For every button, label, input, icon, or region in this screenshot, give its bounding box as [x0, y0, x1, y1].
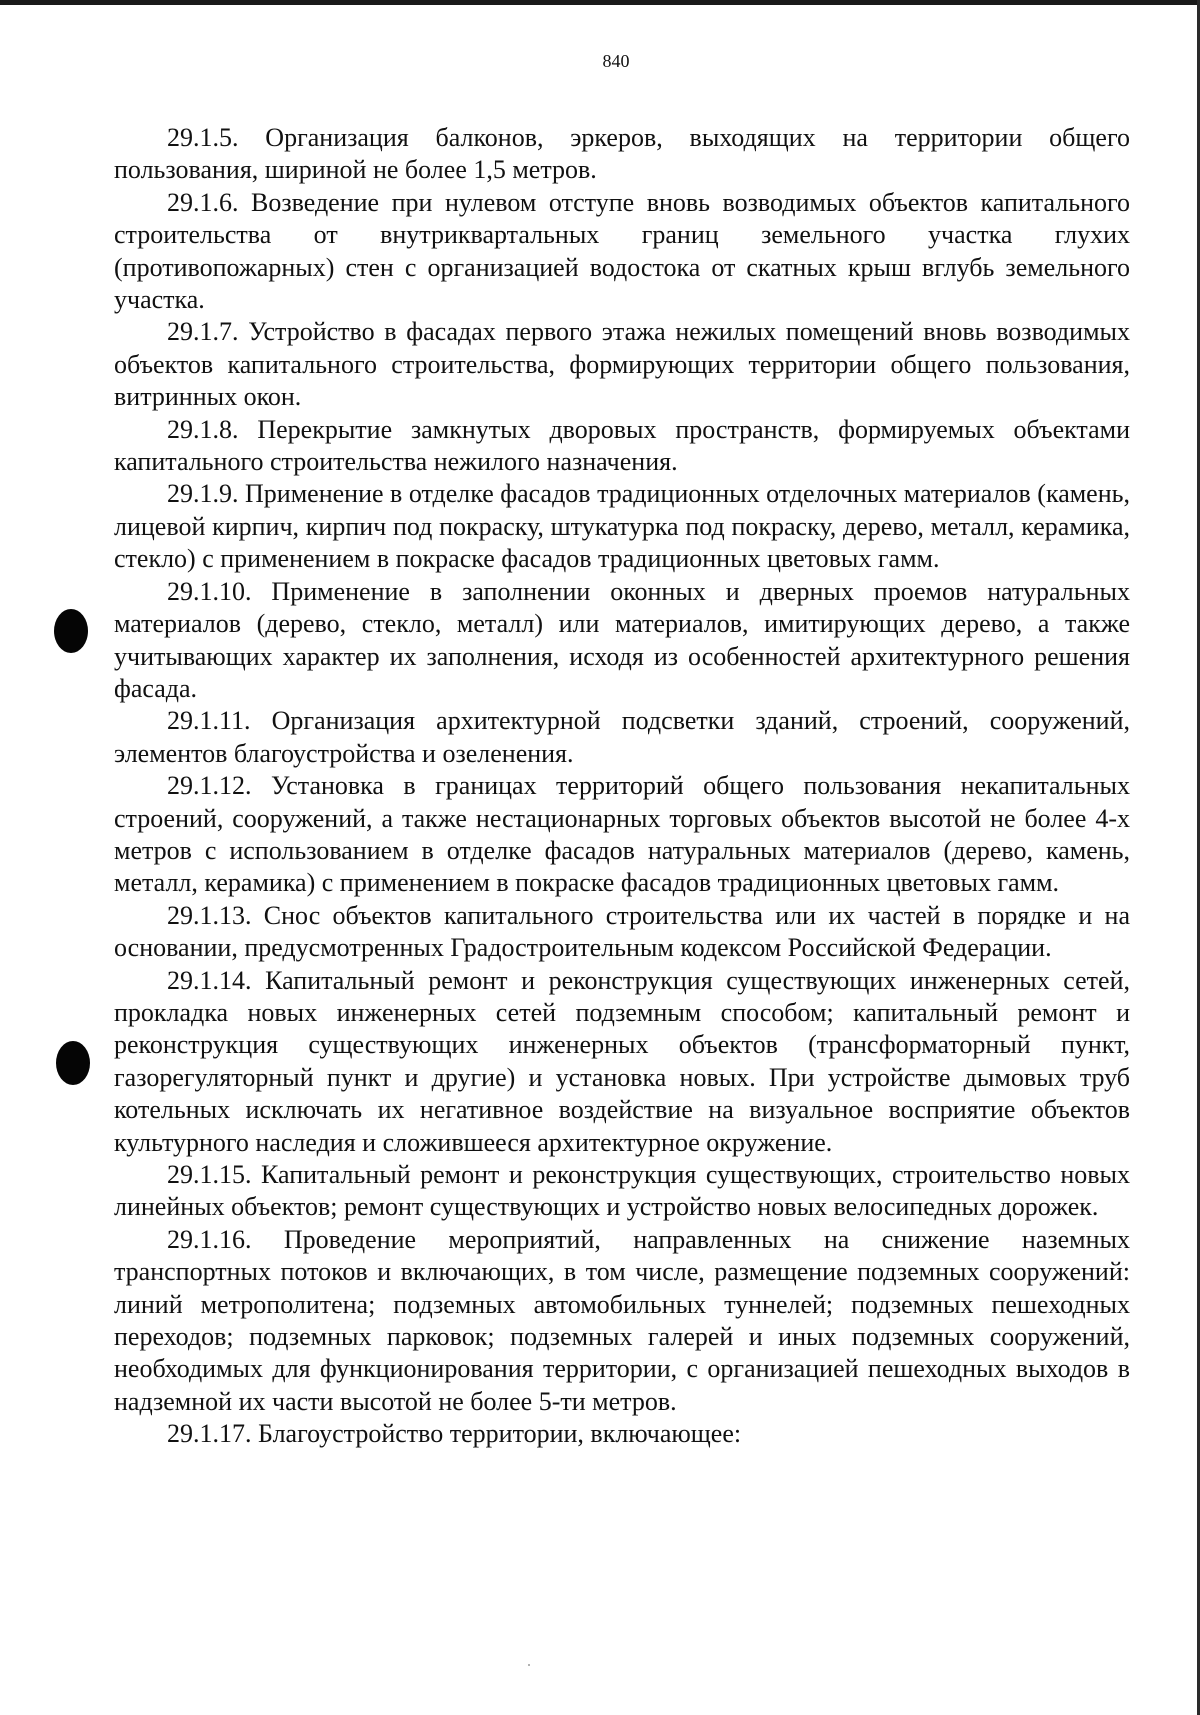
paragraph-29-1-13: 29.1.13. Снос объектов капитального строительства или их частей в порядке и на основании, предусмотренных Градостроительным кодексом Российской Федерации.: [114, 900, 1130, 963]
paragraph-29-1-17: 29.1.17. Благоустройство территории, включающее:: [167, 1419, 742, 1449]
punch-hole-lower: [56, 1041, 90, 1085]
scan-top-edge: [0, 0, 1200, 5]
paragraph-29-1-16: 29.1.16. Проведение мероприятий, направленных на снижение наземных транспортных потоков и включающих, в том числе, размещение подземных сооружений: линий метрополитена; подземных автомобильных туннелей; подземных пешеходных переходов; подземных парковок; подземных галерей и иных подземных сооружений, необходимых для функционирования территории, с организацией пешеходных выходов в надземной их части высотой не более 5-ти метров.: [114, 1224, 1130, 1416]
paragraph-29-1-10: 29.1.10. Применение в заполнении оконных и дверных проемов натуральных материалов (дерево, стекло, металл) или материалов, имитирующих дерево, а также учитывающих характер их заполнения, исходя из особенностей архитектурного решения фасада.: [114, 576, 1130, 703]
paragraph-29-1-11: 29.1.11. Организация архитектурной подсветки зданий, строений, сооружений, элементов благоустройства и озеленения.: [114, 706, 1130, 768]
paragraph-29-1-14: 29.1.14. Капитальный ремонт и реконструкция существующих инженерных сетей, прокладка новых инженерных сетей подземным способом; капитальный ремонт и реконструкция существующих инженерных объектов (трансформаторный пункт, газорегуляторный пункт и другие) и установка новых. При устройстве дымовых труб котельных исключать их негативное воздействие на визуальное восприятие объектов культурного наследия и сложившееся архитектурное окружение.: [114, 965, 1130, 1157]
paragraph-29-1-7: 29.1.7. Устройство в фасадах первого этажа нежилых помещений вновь возводимых объектов капитального строительства, формирующих территории общего пользования, витринных окон.: [114, 317, 1130, 412]
page-number: 840: [602, 51, 630, 71]
paragraph-29-1-9: 29.1.9. Применение в отделке фасадов традиционных отделочных материалов (камень, лицевой кирпич, кирпич под покраску, штукатурка под покраску, дерево, металл, керамика, стекло) с применением в покраске фасадов традиционных цветовых гамм.: [114, 479, 1130, 574]
paragraph-29-1-12: 29.1.12. Установка в границах территорий общего пользования некапитальных строений, сооружений, а также нестационарных торговых объектов высотой не более 4-х метров с использованием в отделке фасадов натуральных материалов (дерево, камень, металл, керамика) с применением в покраске фасадов традиционных цветовых гамм.: [114, 771, 1130, 898]
paragraph-29-1-5: 29.1.5. Организация балконов, эркеров, выходящих на территории общего пользования, шириной не более 1,5 метров.: [114, 123, 1130, 185]
paragraph-29-1-8: 29.1.8. Перекрытие замкнутых дворовых пространств, формируемых объектами капитального строительства нежилого назначения.: [114, 414, 1130, 477]
paragraph-29-1-6: 29.1.6. Возведение при нулевом отступе вновь возводимых объектов капитального строительства от внутриквартальных границ земельного участка глухих (противопожарных) стен с организацией водостока от скатных крыш вглубь земельного участка.: [114, 187, 1130, 315]
paragraph-29-1-15: 29.1.15. Капитальный ремонт и реконструкция существующих, строительство новых линейных объектов; ремонт существующих и устройство новых велосипедных дорожек.: [114, 1160, 1130, 1222]
scan-speck: [528, 1664, 530, 1666]
punch-hole-upper: [54, 609, 88, 653]
document-body: [114, 122, 1130, 1451]
